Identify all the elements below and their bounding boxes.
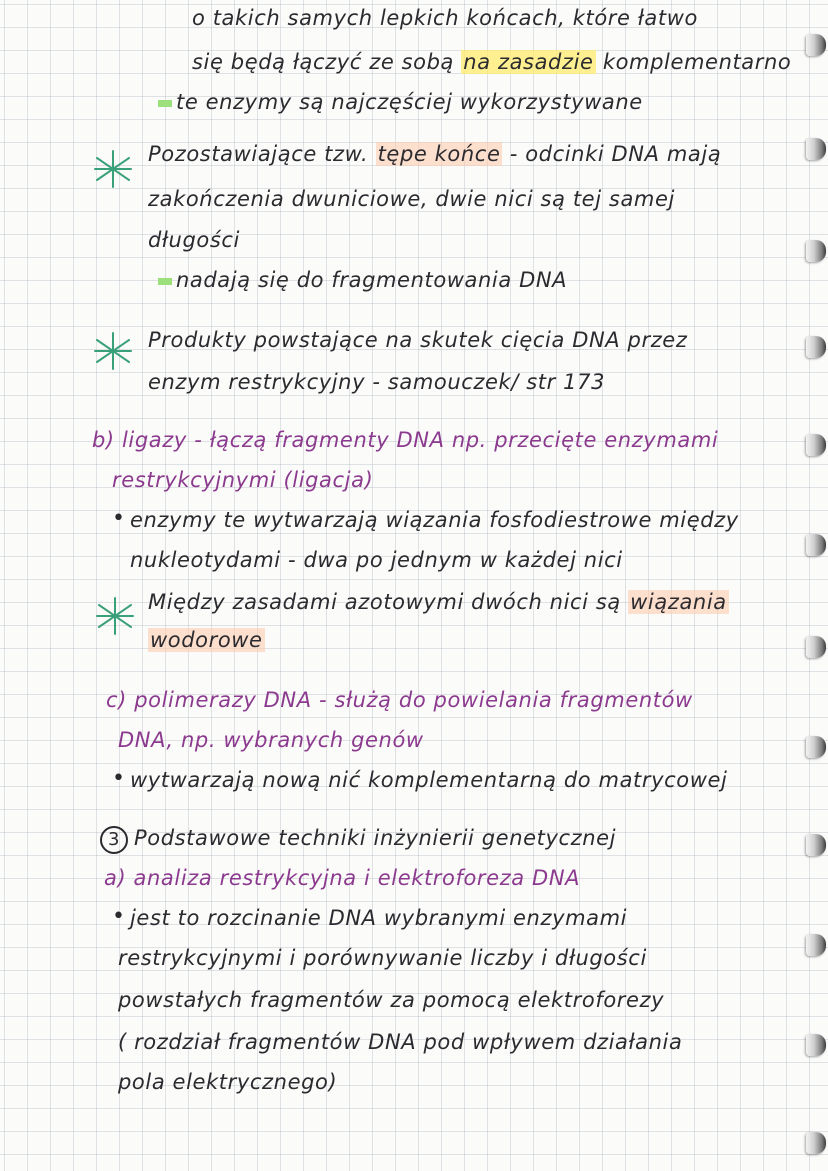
note-line [158,268,567,292]
note-line: wytwarzają nową nić komplementarną do matrycowej [130,768,728,792]
note-line: pola elektrycznego) [118,1070,338,1094]
note-text: te enzymy są najczęściej wykorzystywane [176,90,643,114]
note-text: komplementarno [595,50,792,74]
spiral-binding-ring-icon [806,240,826,262]
section-title-text: Podstawowe techniki inżynierii genetycznej [134,826,617,850]
note-line: jest to rozcinanie DNA wybranymi enzymami [130,906,628,930]
note-line [158,90,643,114]
spiral-binding [802,0,828,1171]
bullet-dot: • [112,506,125,531]
note-text: Pozostawiające tzw. [148,142,376,166]
note-line [148,590,729,614]
section-heading-b-cont: restrykcyjnymi (ligacja) [112,468,374,492]
section-heading-a: a) analiza restrykcyjna i elektroforeza DNA [104,866,581,890]
note-text: - odcinki DNA mają [502,142,722,166]
spiral-binding-ring-icon [806,934,826,956]
note-line: długości [148,228,240,252]
section-3-title [100,826,616,854]
bullet-dot: • [112,766,125,791]
spiral-binding-ring-icon [806,138,826,160]
spiral-binding-ring-icon [806,1034,826,1056]
note-line [148,142,721,166]
green-marker-dash [158,278,172,285]
section-heading-c: c) polimerazy DNA - służą do powielania fragmentów [106,688,693,712]
note-text: nadają się do fragmentowania DNA [176,268,568,292]
spiral-binding-ring-icon [806,34,826,56]
spiral-binding-ring-icon [806,336,826,358]
note-line: o takich samych lepkich końcach, które łatwo [192,6,698,30]
note-line: Produkty powstające na skutek cięcia DNA przez [148,328,688,352]
spiral-binding-ring-icon [806,636,826,658]
highlighted-text: wodorowe [150,628,263,652]
green-marker-dash [158,100,172,107]
section-heading-b: b) ligazy - łączą fragmenty DNA np. przecięte enzymami [92,428,719,452]
asterisk-star-icon [92,330,134,372]
section-heading-c-cont: DNA, np. wybranych genów [118,728,424,752]
spiral-binding-ring-icon [806,736,826,758]
note-line [148,628,265,652]
spiral-binding-ring-icon [806,434,826,456]
highlighted-text: tępe końce [377,142,501,166]
highlighted-text: na zasadzie [463,50,594,74]
note-line: restrykcyjnymi i porównywanie liczby i długości [118,946,647,970]
note-line: powstałych fragmentów za pomocą elektroforezy [118,988,665,1012]
note-line: zakończenia dwuniciowe, dwie nici są tej samej [148,187,675,211]
note-text: się będą łączyć ze sobą [192,50,462,74]
note-line: nukleotydami - dwa po jednym w każdej nici [130,548,623,572]
note-line: enzym restrykcyjny - samouczek/ str 173 [148,370,606,394]
highlighted-text: wiązania [630,590,727,614]
note-line: enzymy te wytwarzają wiązania fosfodiestrowe między [130,508,739,532]
spiral-binding-ring-icon [806,1132,826,1154]
spiral-binding-ring-icon [806,534,826,556]
note-text: Między zasadami azotowymi dwóch nici są [148,590,629,614]
note-line [192,50,791,74]
note-line: ( rozdział fragmentów DNA pod wpływem działania [118,1030,683,1054]
asterisk-star-icon [94,595,136,637]
bullet-dot: • [112,904,125,929]
section-number-badge: 3 [100,826,128,854]
spiral-binding-ring-icon [806,834,826,856]
asterisk-star-icon [92,148,134,190]
